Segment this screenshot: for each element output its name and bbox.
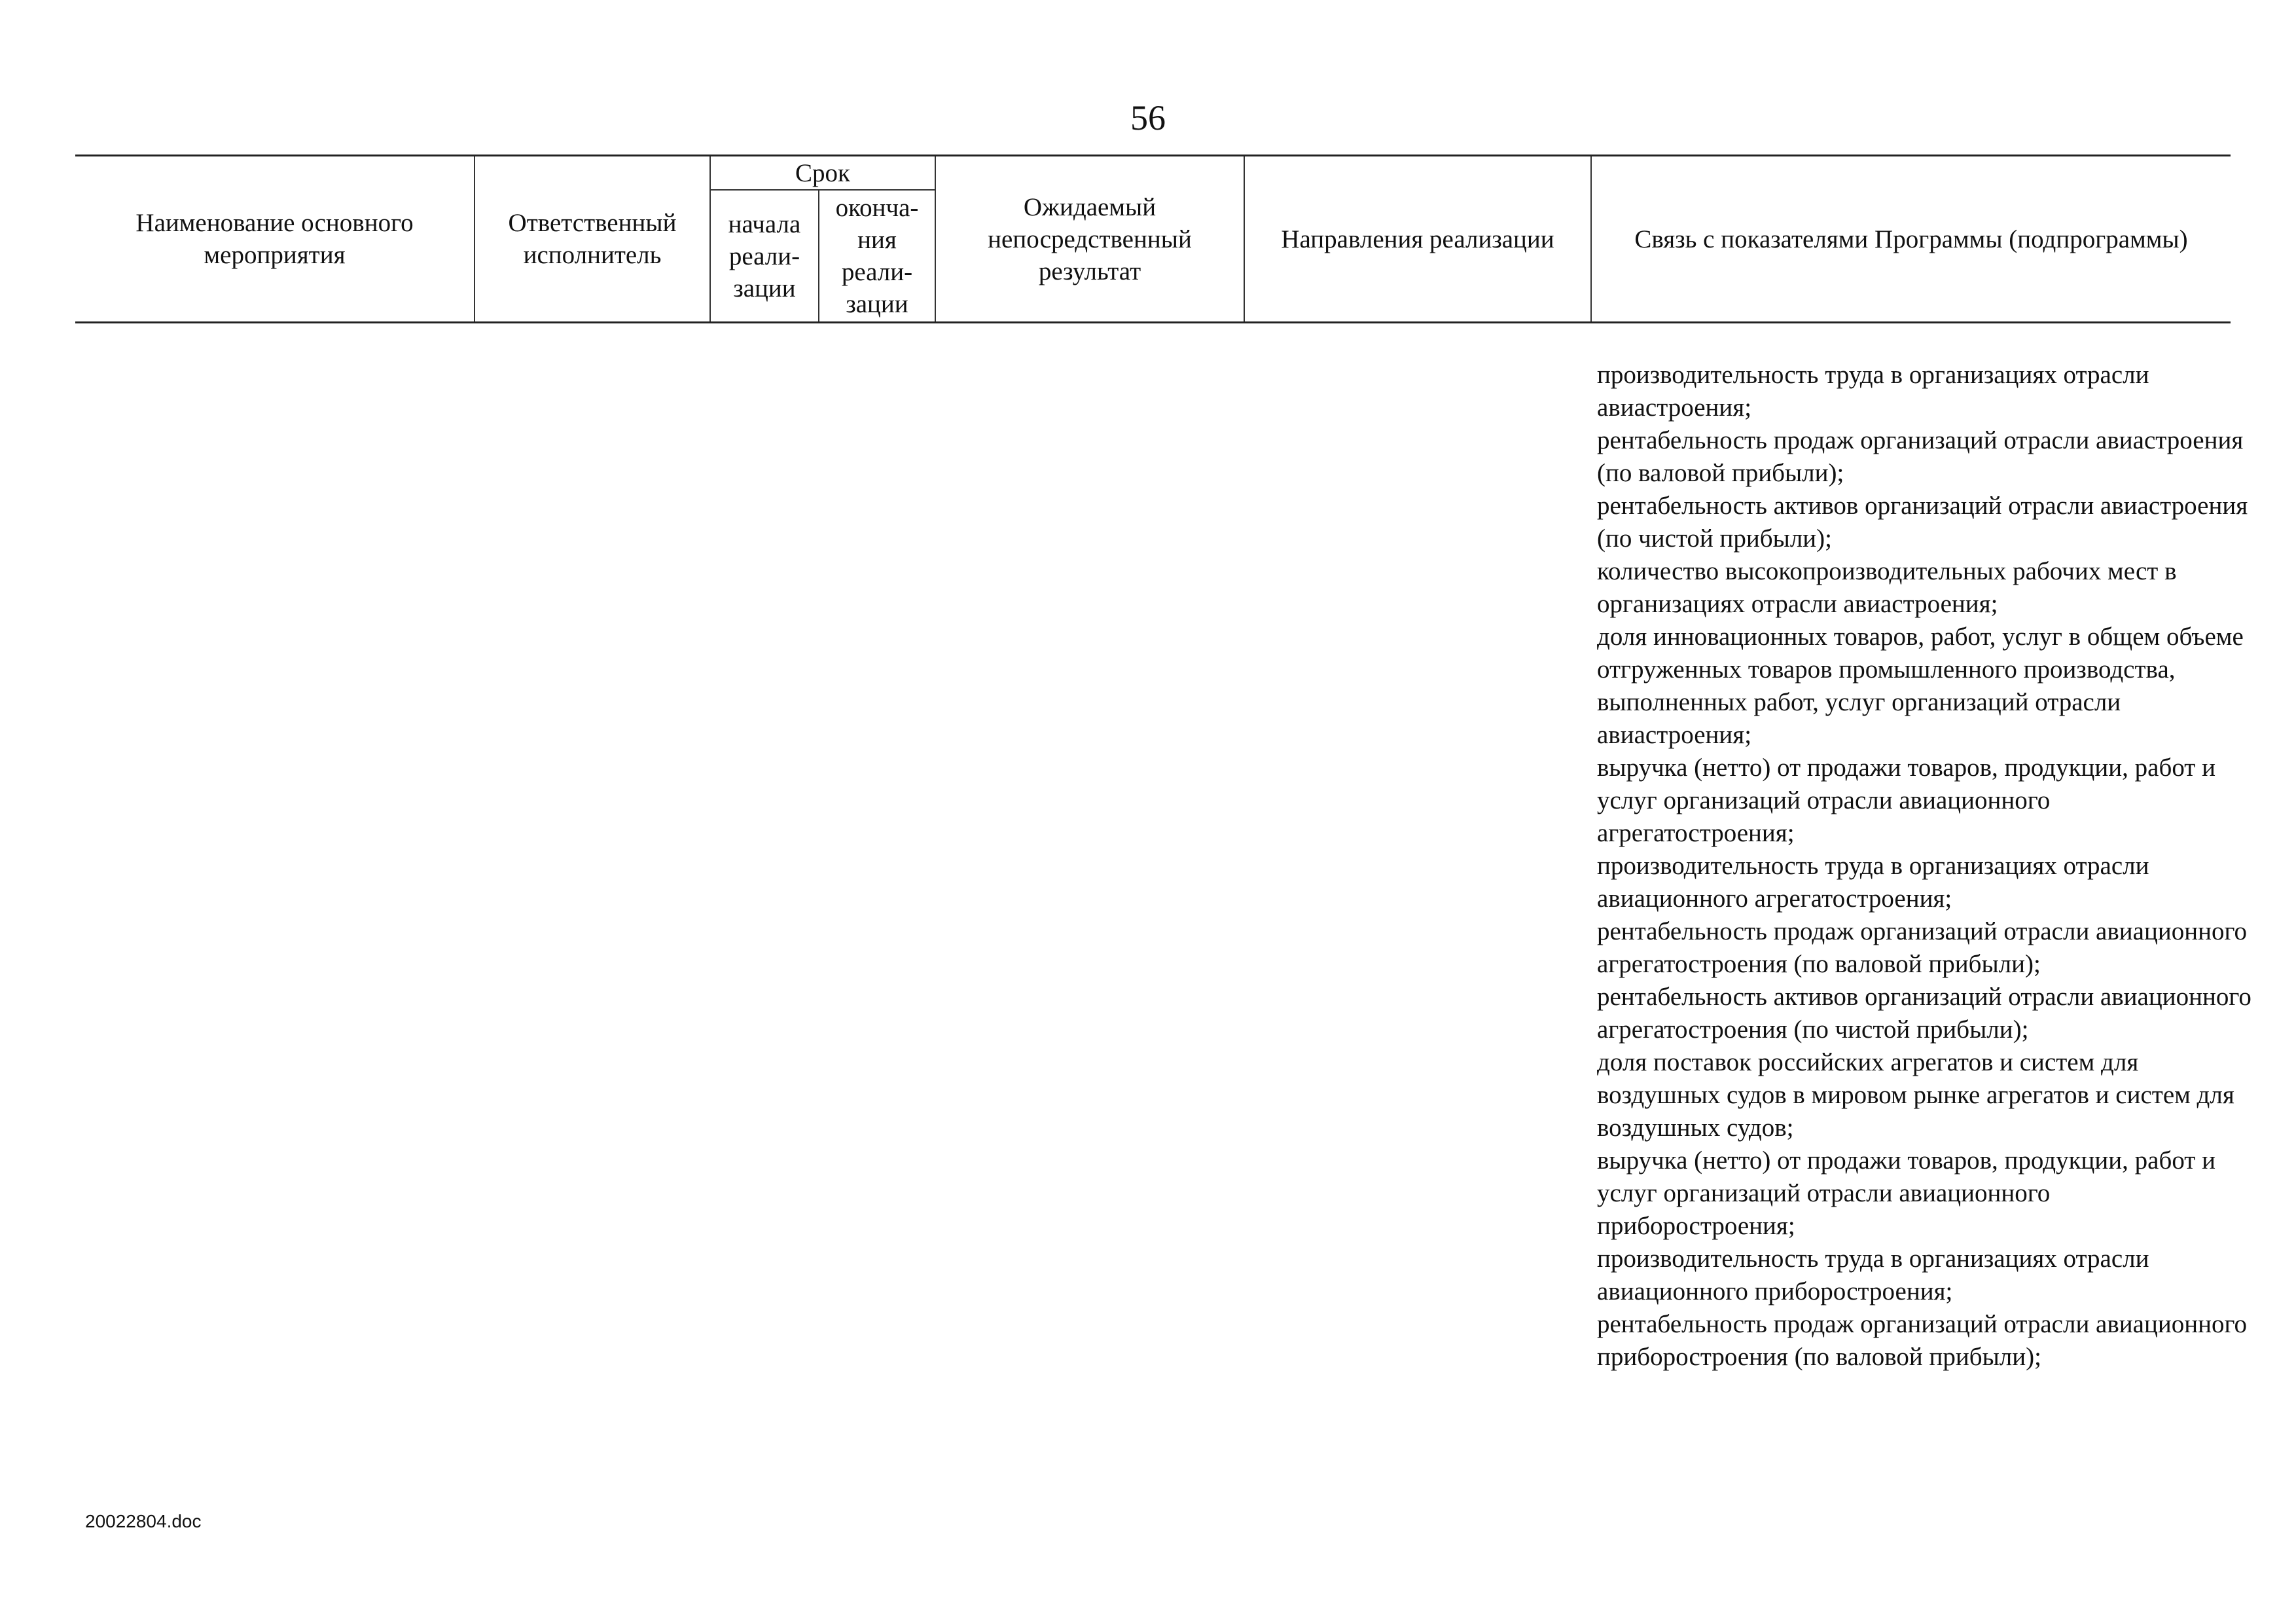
indicator-item: производительность труда в организациях отрасли авиационного агрегатостроения; (1597, 852, 2149, 913)
header-directions: Направления реализации (1244, 156, 1591, 323)
header-expected-result: Ожидаемый непосредственный результат (935, 156, 1244, 323)
indicator-item: доля инновационных товаров, работ, услуг в общем объеме отгруженных товаров промышленного производства, выполненных работ, услуг организаций отрасли авиастроения; (1597, 623, 2244, 749)
header-term-end: оконча-ния реали-зации (819, 190, 935, 323)
table-header (75, 155, 2231, 323)
header-term-start: начала реали-зации (710, 190, 819, 323)
header-term: Срок (710, 156, 935, 191)
header-link-to-indicators: Связь с показателями Программы (подпрограммы) (1591, 156, 2231, 323)
indicator-item: количество высокопроизводительных рабочих мест в организациях отрасли авиастроения; (1597, 557, 2177, 618)
indicator-item: рентабельность продаж организаций отрасли авиационного приборостроения (по валовой прибыли); (1597, 1310, 2247, 1371)
indicator-item: выручка (нетто) от продажи товаров, продукции, работ и услуг организаций отрасли авиационного приборостроения; (1597, 1146, 2215, 1240)
indicator-list (1597, 359, 2251, 1374)
page-number: 56 (1130, 98, 1166, 137)
indicator-item: рентабельность активов организаций отрасли авиационного агрегатостроения (по чистой прибыли); (1597, 983, 2251, 1044)
indicator-item: рентабельность продаж организаций отрасли авиационного агрегатостроения (по валовой прибыли); (1597, 917, 2247, 978)
indicator-item: производительность труда в организациях отрасли авиационного приборостроения; (1597, 1245, 2149, 1305)
indicator-item: рентабельность активов организаций отрасли авиастроения (по чистой прибыли); (1597, 492, 2248, 553)
indicator-item: производительность труда в организациях отрасли авиастроения; (1597, 361, 2149, 422)
indicator-item: доля поставок российских агрегатов и систем для воздушных судов в мировом рынке агрегатов и систем для воздушных судов; (1597, 1048, 2234, 1142)
header-responsible-executor: Ответственный исполнитель (475, 156, 710, 323)
document-code: 20022804.doc (85, 1511, 202, 1531)
indicator-item: выручка (нетто) от продажи товаров, продукции, работ и услуг организаций отрасли авиационного агрегатостроения; (1597, 754, 2215, 847)
indicator-item: рентабельность продаж организаций отрасли авиастроения (по валовой прибыли); (1597, 426, 2244, 487)
header-name-of-measure: Наименование основного мероприятия (75, 156, 475, 323)
